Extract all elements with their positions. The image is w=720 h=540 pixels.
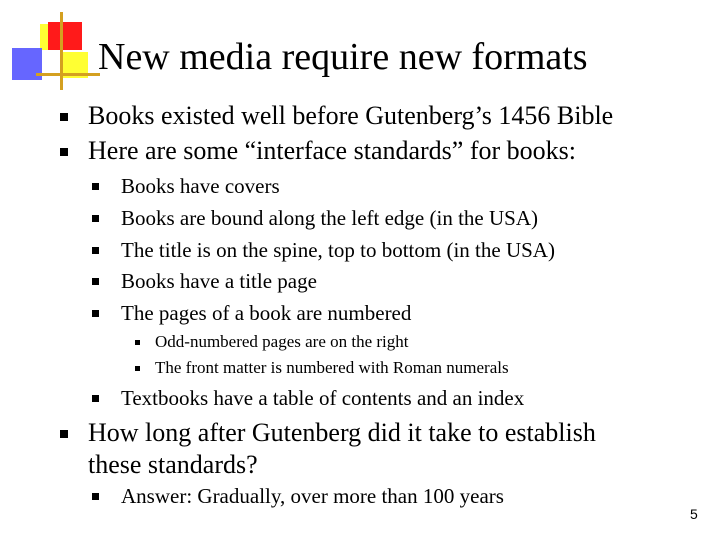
list-item	[155, 357, 509, 379]
list-item-text: Answer: Gradually, over more than 100 years	[121, 484, 504, 508]
list-item-text: these standards?	[88, 450, 258, 479]
list-item	[121, 385, 524, 411]
square-bullet-icon	[92, 310, 99, 317]
square-bullet-icon	[135, 340, 140, 345]
page-number: 5	[690, 506, 698, 522]
list-item-text: Textbooks have a table of contents and an index	[121, 386, 525, 410]
list-item	[121, 237, 555, 263]
square-bullet-icon	[60, 113, 68, 121]
list-item-text: The front matter is numbered with Roman numerals	[155, 358, 509, 377]
list-item-text: Odd-numbered pages are on the right	[155, 332, 409, 351]
square-bullet-icon	[92, 215, 99, 222]
square-bullet-icon	[92, 278, 99, 285]
list-item-text: Books existed well before Gutenberg’s 1456 Bible	[88, 101, 614, 130]
list-item-text: The pages of a book are numbered	[121, 301, 412, 325]
list-item	[88, 136, 576, 166]
list-item-text: The title is on the spine, top to bottom (in the USA)	[121, 238, 555, 262]
list-item	[88, 418, 596, 448]
list-item-text: Books have covers	[121, 174, 280, 198]
logo-horizontal-line	[36, 73, 100, 76]
list-item	[121, 300, 411, 326]
square-bullet-icon	[60, 148, 68, 156]
list-item-text: Books are bound along the left edge (in the USA)	[121, 206, 538, 230]
logo-red-square	[48, 22, 82, 50]
list-item	[155, 331, 409, 353]
list-item	[121, 173, 280, 199]
square-bullet-icon	[92, 247, 99, 254]
list-item-text: Here are some “interface standards” for books:	[88, 136, 576, 165]
square-bullet-icon	[60, 430, 68, 438]
list-item	[121, 483, 504, 509]
square-bullet-icon	[92, 395, 99, 402]
list-item	[88, 101, 613, 131]
list-item-text: Books have a title page	[121, 269, 317, 293]
logo-vertical-line	[60, 12, 63, 90]
slide-title: New media require new formats	[98, 36, 588, 78]
list-item	[121, 205, 538, 231]
list-item-text: How long after Gutenberg did it take to establish	[88, 418, 596, 447]
square-bullet-icon	[135, 366, 140, 371]
list-item	[121, 268, 317, 294]
square-bullet-icon	[92, 183, 99, 190]
list-item-continuation	[88, 450, 258, 480]
square-bullet-icon	[92, 493, 99, 500]
